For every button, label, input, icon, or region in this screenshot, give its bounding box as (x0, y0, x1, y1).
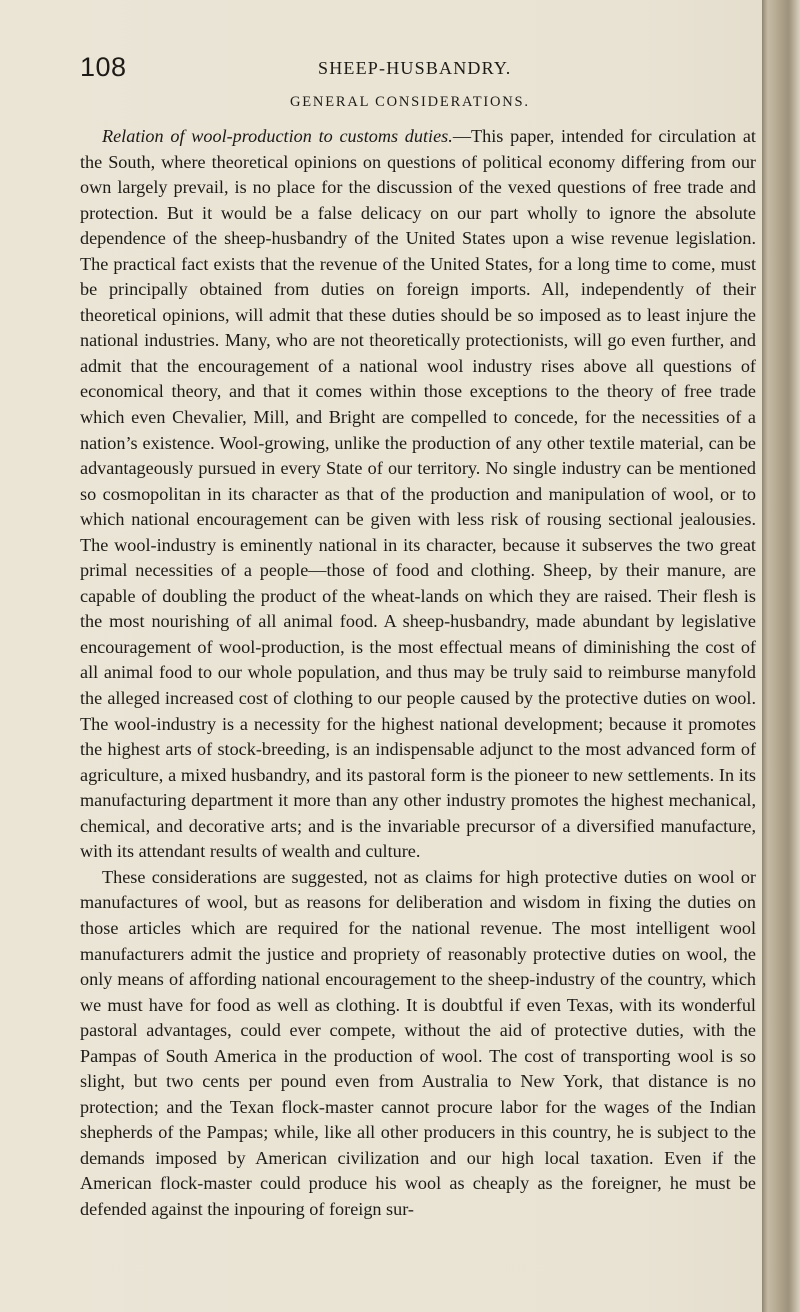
page-header (80, 52, 760, 92)
paragraph-1 (80, 124, 756, 865)
adjacent-page-edge (762, 0, 800, 1312)
page-number: 108 (80, 52, 127, 82)
paragraph-text: —This paper, intended for circulation at the South, where theoretical opinions on questions of political economy differing from our own largely prevail, is no place for the discussion of the vexed questions of free trade and protection. But it would be a false delicacy on our part wholly to ignore the absolute dependence of the sheep-husbandry of the United States upon a wise revenue legislation. The practical fact exists that the revenue of the United States, for a long time to come, must be principally obtained from duties on foreign imports. All, independently of their theoretical opinions, will admit that these duties should be so imposed as to least injure the national industries. Many, who are not theoretically protectionists, will go even further, and admit that the encouragement of a national wool industry rises above all questions of economical theory, and that it comes within those exceptions to the theory of free trade which even Chevalier, Mill, and Bright are compelled to concede, for the necessities of a nation’s existence. Wool-growing, unlike the production of any other textile material, can be advantageously pursued in every State of our territory. No single industry can be mentioned so cosmopolitan in its character as that of the production and manipulation of wool, or to which national encouragement can be given with less risk of rousing sectional jealousies. The wool-industry is eminently national in its character, because it subserves the two great primal necessities of a people—those of food and clothing. Sheep, by their manure, are capable of doubling the product of the wheat-lands on which they are raised. Their flesh is the most nourishing of all animal food. A sheep-husbandry, made abundant by legislative encouragement of wool-production, is the most effectual means of diminishing the cost of all animal food to our whole population, and thus may be truly said to reimburse manyfold the alleged increased cost of clothing to our people caused by the protective duties on wool. The wool-industry is a necessity for the highest national development; because it promotes the highest arts of stock-breeding, is an indispensable adjunct to the most advanced form of agriculture, a mixed husbandry, and its pastoral form is the pioneer to new settlements. In its manufacturing department it more than any other industry promotes the highest mechanical, chemical, and decorative arts; and is the invariable precursor of a diversified manufacture, with its attendant results of wealth and culture. (80, 126, 756, 862)
running-head: SHEEP-HUSBANDRY. (318, 58, 512, 78)
paragraph-lead: Relation of wool-production to customs duties. (102, 126, 453, 146)
gutter-shadow (762, 0, 768, 1312)
paragraph-2 (80, 865, 756, 1223)
paragraph-text: These considerations are suggested, not as claims for high protective duties on wool or manufactures of wool, but as reasons for deliberation and wisdom in fixing the duties on those articles which are required for the national revenue. The most intelligent wool manufacturers admit the justice and propriety of reasonably protective duties on wool, the only means of affording national encouragement to the sheep-industry of the country, which we must have for food as well as clothing. It is doubtful if even Texas, with its wonderful pastoral advantages, could ever compete, without the aid of protective duties, with the Pampas of South America in the production of wool. The cost of transporting wool is so slight, but two cents per pound even from Australia to New York, that distance is no protection; and the Texan flock-master cannot procure labor for the wages of the Indian shepherds of the Pampas; while, like all other producers in this country, he is subject to the demands imposed by American civilization and our high local taxation. Even if the American flock-master could produce his wool as cheaply as the foreigner, he must be defended against the inpouring of foreign sur- (80, 866, 756, 1219)
section-title: GENERAL CONSIDERATIONS. (290, 94, 530, 110)
body-text (80, 124, 756, 1223)
